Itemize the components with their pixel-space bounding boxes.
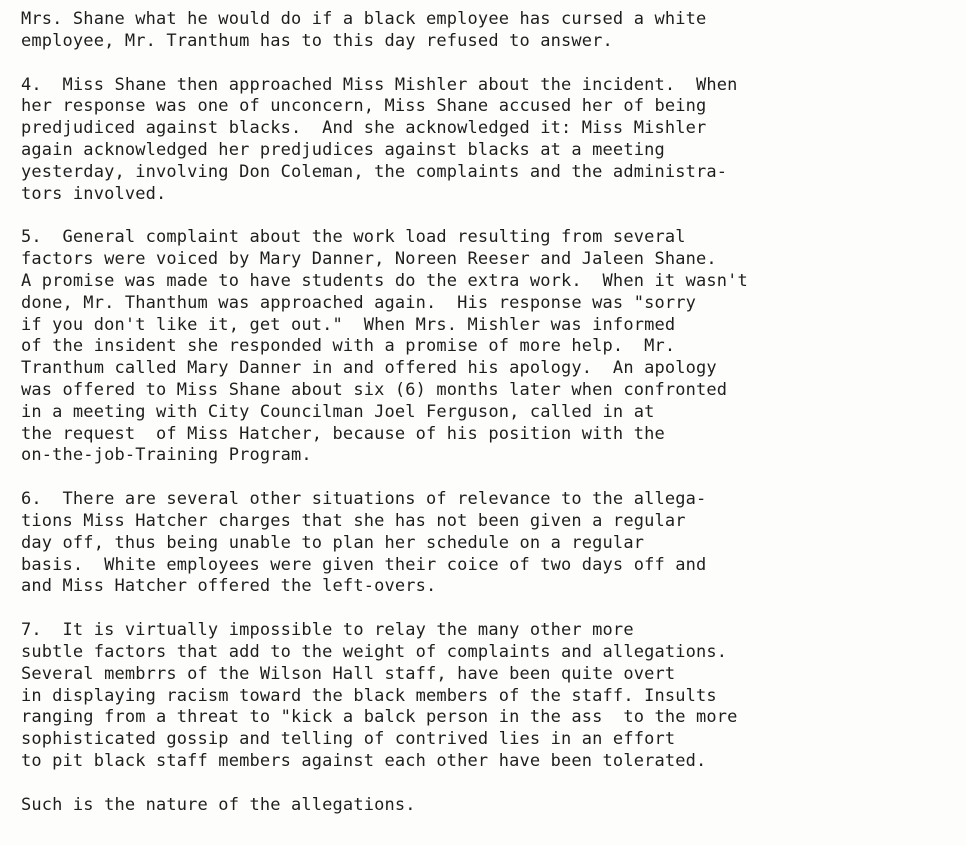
text-line: subtle factors that add to the weight of complaints and allegations. xyxy=(21,641,728,662)
text-line: Tranthum called Mary Danner in and offered his apology. An apology xyxy=(21,358,717,379)
text-line: factors were voiced by Mary Danner, Noreen Reeser and Jaleen Shane. xyxy=(21,249,717,270)
text-line: was offered to Miss Shane about six (6) months later when confronted xyxy=(21,379,728,400)
paragraph-item-5 xyxy=(21,227,961,467)
text-line: 4. Miss Shane then approached Miss Mishler about the incident. When xyxy=(21,74,738,95)
paragraph-intro-fragment xyxy=(21,9,961,53)
text-line: Such is the nature of the allegations. xyxy=(21,794,416,815)
paragraph-item-7 xyxy=(21,620,961,773)
text-line: A promise was made to have students do the extra work. When it wasn't xyxy=(21,270,748,291)
text-line: employee, Mr. Tranthum has to this day refused to answer. xyxy=(21,30,613,51)
text-line: Mrs. Shane what he would do if a black employee has cursed a white xyxy=(21,9,707,29)
text-line: 5. General complaint about the work load resulting from several xyxy=(21,227,686,248)
text-line: predjudiced against blacks. And she acknowledged it: Miss Mishler xyxy=(21,118,707,139)
text-line: basis. White employees were given their coice of two days off and xyxy=(21,554,707,575)
text-line: tors involved. xyxy=(21,183,167,204)
text-line: in displaying racism toward the black members of the staff. Insults xyxy=(21,685,717,706)
text-line: ranging from a threat to "kick a balck person in the ass to the more xyxy=(21,707,738,728)
text-line: of the insident she responded with a promise of more help. Mr. xyxy=(21,336,676,357)
text-line: day off, thus being unable to plan her schedule on a regular xyxy=(21,532,645,553)
text-line: yesterday, involving Don Coleman, the complaints and the administra- xyxy=(21,161,728,182)
text-line: tions Miss Hatcher charges that she has not been given a regular xyxy=(21,510,686,531)
text-line: again acknowledged her predjudices against blacks at a meeting xyxy=(21,139,665,160)
text-line: in a meeting with City Councilman Joel Ferguson, called in at xyxy=(21,401,655,422)
document-body xyxy=(21,9,961,839)
text-line: her response was one of unconcern, Miss Shane accused her of being xyxy=(21,96,707,117)
text-line: done, Mr. Thanthum was approached again. His response was "sorry xyxy=(21,292,697,313)
text-line: if you don't like it, get out." When Mrs. Mishler was informed xyxy=(21,314,676,335)
text-line: 7. It is virtually impossible to relay the many other more xyxy=(21,620,634,641)
text-line: to pit black staff members against each other have been tolerated. xyxy=(21,750,707,771)
text-line: on-the-job-Training Program. xyxy=(21,445,312,466)
text-line: Several membrrs of the Wilson Hall staff, have been quite overt xyxy=(21,663,676,684)
text-line: sophisticated gossip and telling of contrived lies in an effort xyxy=(21,729,676,750)
paragraph-closing xyxy=(21,795,961,817)
paragraph-item-6 xyxy=(21,489,961,598)
paragraph-item-4 xyxy=(21,75,961,206)
text-line: and Miss Hatcher offered the left-overs. xyxy=(21,576,437,597)
text-line: 6. There are several other situations of relevance to the allega- xyxy=(21,489,707,510)
text-line: the request of Miss Hatcher, because of his position with the xyxy=(21,423,665,444)
